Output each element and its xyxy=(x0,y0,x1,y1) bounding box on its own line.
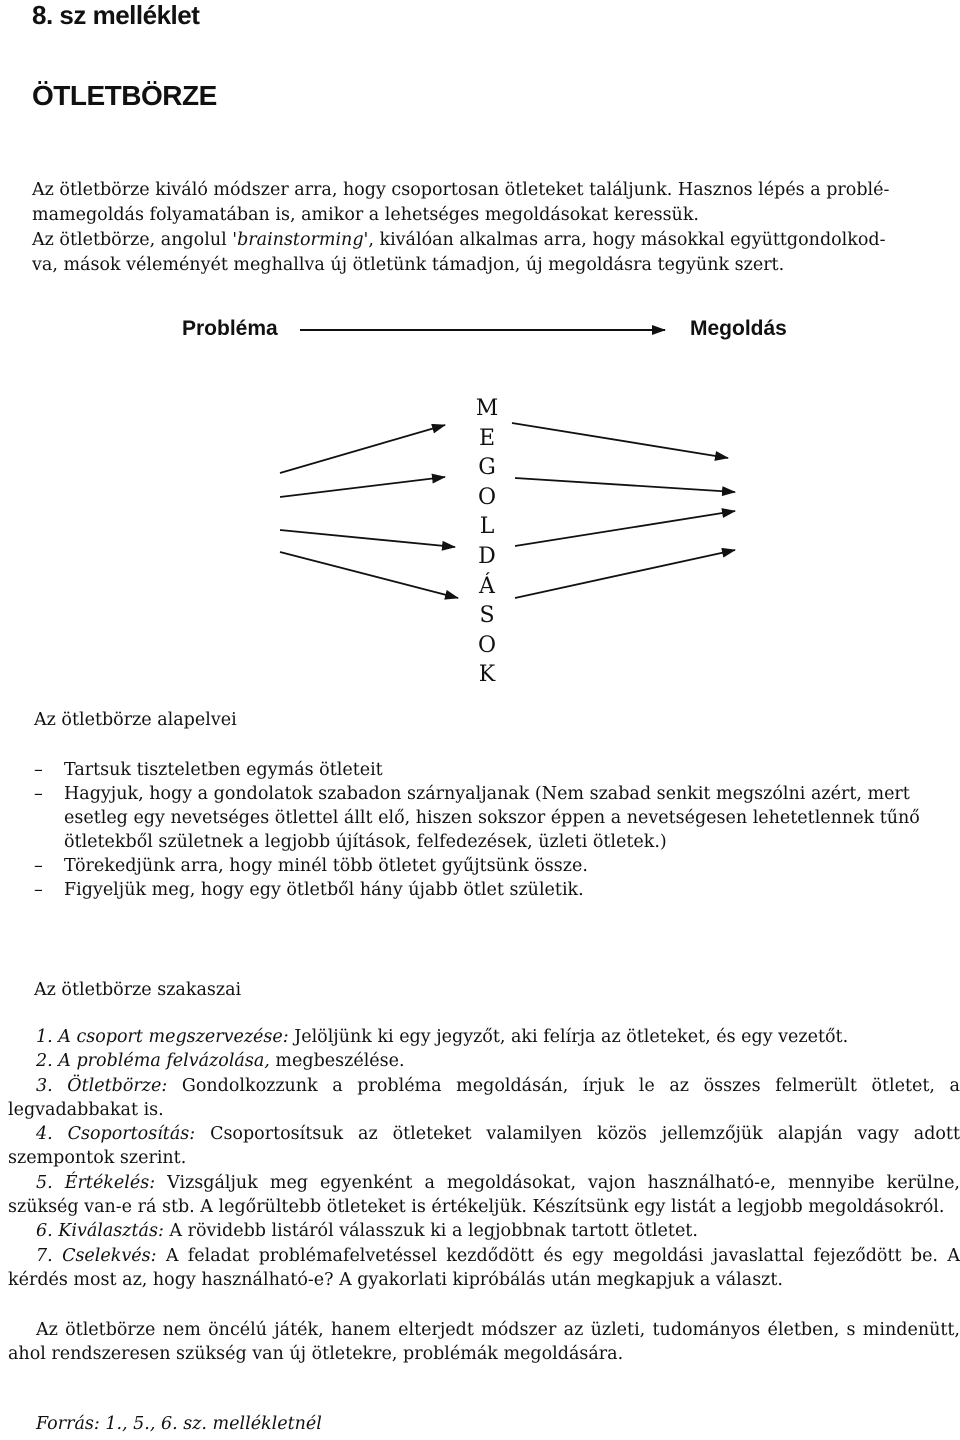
list-item: – Hagyjuk, hogy a gondolatok szabadon szárnyaljanak (Nem szabad senkit megszólni azért, mert esetleg egy nevetséges ötlettel állt elő, hiszen sokszor éppen a nevetségesen lehetetlennek tűnő ötletekből születnek a legjobb újítások, felfedezések, üzleti ötletek.) xyxy=(34,784,920,852)
diagram-problem-label: Probléma xyxy=(182,317,278,340)
letter: Á xyxy=(479,573,495,599)
left-arrow-1 xyxy=(280,425,445,473)
intro-line-3: Az ötletbörze, angolul 'brainstorming', kiválóan alkalmas arra, hogy másokkal együttgondolkod- xyxy=(32,230,886,250)
list-item: 7. Cselekvés: A feladat problémafelvetéssel kezdődött és egy megoldási javaslattal fejeződött be. A kérdés most az, hogy használható-e? A gyakorlati kipróbálás után megkapjuk a választ. xyxy=(8,1245,960,1290)
letter: L xyxy=(479,514,495,540)
source-note: Forrás: 1., 5., 6. sz. mellékletnél xyxy=(36,1414,322,1434)
right-arrow-3 xyxy=(515,511,735,546)
letter: O xyxy=(477,632,497,658)
letter: M xyxy=(475,396,499,421)
principles-heading: Az ötletbörze alapelvei xyxy=(34,710,237,730)
list-item: – Törekedjünk arra, hogy minél több ötletet gyűjtsünk össze. xyxy=(34,856,588,876)
list-item: 2. A probléma felvázolása, megbeszélése. xyxy=(36,1051,405,1072)
list-item: 1. A csoport megszervezése: Jelöljünk ki egy jegyzőt, aki felírja az ötleteket, és egy vezetőt. xyxy=(36,1027,849,1047)
list-item: – Figyeljük meg, hogy egy ötletből hány újabb ötlet születik. xyxy=(34,880,584,900)
annex-label: 8. sz melléklet xyxy=(32,0,200,30)
phases-heading: Az ötletbörze szakaszai xyxy=(34,980,242,1000)
principles-list xyxy=(34,758,934,902)
list-item: 6. Kiválasztás: A rövidebb listáról válasszuk ki a legjobbnak tartott ötletet. xyxy=(36,1221,698,1242)
letter: S xyxy=(479,603,495,629)
closing-paragraph: Az ötletbörze nem öncélú játék, hanem elterjedt módszer az üzleti, tudományos életben, s mindenütt, ahol rendszeresen szükség van új ötletekre, problémák megoldására. xyxy=(8,1320,960,1365)
phases-list xyxy=(8,1025,960,1292)
diagram-solution-label: Megoldás xyxy=(690,317,787,340)
letter: G xyxy=(478,455,496,481)
left-arrow-4 xyxy=(280,552,458,598)
intro-line-1: Az ötletbörze kiváló módszer arra, hogy csoportosan ötleteket találjunk. Hasznos lépés a problé- xyxy=(32,180,890,200)
list-item: – Tartsuk tiszteletben egymás ötleteit xyxy=(34,760,383,780)
intro-line-4: va, mások véleményét meghallva új ötletünk támadjon, új megoldásra tegyünk szert. xyxy=(32,255,785,275)
list-item: 4. Csoportosítás: Csoportosítsuk az ötleteket valamilyen közös jellemzőjük alapján vagy adott szempontok szerint. xyxy=(8,1124,960,1169)
left-arrow-3 xyxy=(280,530,455,547)
letter: O xyxy=(477,484,497,510)
left-arrow-2 xyxy=(280,477,445,497)
page-title: ÖTLETBÖRZE xyxy=(32,80,217,111)
letter: D xyxy=(478,543,496,569)
letter: E xyxy=(478,425,496,451)
intro-line-2: mamegoldás folyamatában is, amikor a lehetséges megoldásokat keressük. xyxy=(32,205,699,225)
list-item: 3. Ötletbörze: Gondolkozzunk a probléma megoldásán, írjuk le az összes felmerült ötletet, a legvadabbakat is. xyxy=(8,1075,960,1120)
right-arrow-2 xyxy=(515,478,735,492)
list-item: 5. Értékelés: Vizsgáljuk meg egyenként a megoldásokat, vajon használható-e, mennyibe kerülne, szükség van-e rá stb. A legőrültebb ötleteket is értékeljük. Készítsünk egy listát a legjobb megoldásokról. xyxy=(8,1172,960,1218)
right-arrow-4 xyxy=(515,550,735,598)
right-arrow-1 xyxy=(512,423,728,458)
vertical-word-solutions xyxy=(470,394,504,690)
letter: K xyxy=(478,662,496,688)
